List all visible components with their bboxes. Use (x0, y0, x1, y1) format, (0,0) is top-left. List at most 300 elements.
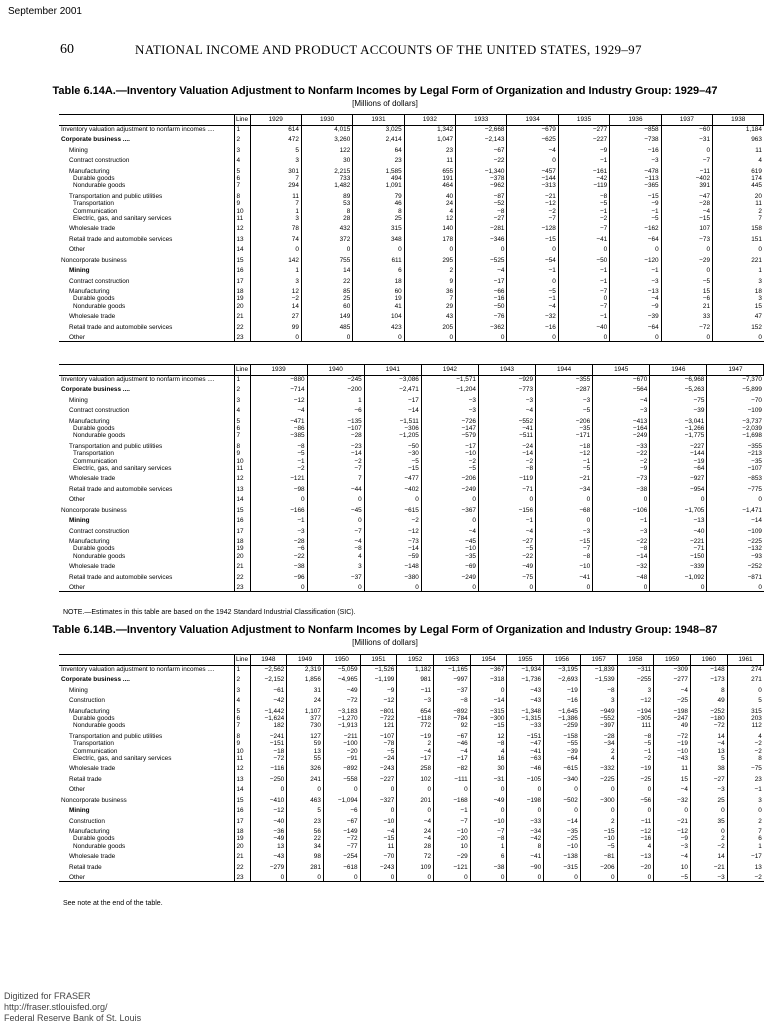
line-number: 23 (234, 331, 250, 342)
table-row (59, 165, 764, 175)
row-label: Communication (73, 457, 118, 465)
cell-value: −33 (507, 722, 544, 729)
cell-value: −4 (654, 783, 691, 793)
cell-value: −34 (536, 483, 593, 493)
cell-value: 0 (580, 871, 617, 882)
cell-value: −2 (593, 458, 650, 465)
cell-value: 0 (536, 514, 593, 524)
cell-value: 2 (580, 815, 617, 825)
line-number: 2 (234, 133, 250, 143)
cell-value: −3 (536, 394, 593, 404)
table-row (59, 762, 764, 772)
row-label: Nondurable goods (73, 722, 126, 730)
row-label: Nondurable goods (73, 302, 126, 310)
cell-value: −1 (558, 208, 609, 215)
cell-value: −1 (558, 310, 609, 320)
cell-value: 8 (690, 684, 727, 694)
cell-value: −2 (478, 458, 535, 465)
cell-value: −42 (250, 694, 287, 704)
cell-value: −7,370 (707, 376, 764, 384)
cell-value: −9 (360, 684, 397, 694)
cell-value: 16 (470, 755, 507, 762)
row-label: Mining (69, 267, 90, 275)
cell-value: 0 (617, 783, 654, 793)
cell-value: −15 (661, 215, 712, 222)
cell-value: −477 (364, 472, 421, 482)
line-number: 11 (234, 215, 250, 222)
cell-value: −367 (421, 504, 478, 514)
cell-value: 4 (470, 748, 507, 755)
table-row (59, 310, 764, 320)
row-label: Other (69, 333, 85, 341)
row-label: Noncorporate business (61, 796, 127, 804)
cell-value: 494 (353, 175, 404, 182)
cell-value: 0 (544, 783, 581, 793)
cell-value: 29 (404, 303, 455, 310)
cell-value: −12 (250, 804, 287, 814)
cell-value: −28 (250, 535, 307, 545)
cell-value: 121 (360, 722, 397, 729)
cell-value: 13 (727, 861, 764, 871)
cell-value: −8 (434, 694, 471, 704)
cell-value: 0 (323, 871, 360, 882)
cell-value: −5 (661, 275, 712, 285)
cell-value: 2,414 (353, 133, 404, 143)
table-row (59, 571, 764, 581)
page-number: 60 (60, 42, 74, 57)
line-header: Line (234, 655, 250, 666)
running-header (0, 42, 770, 58)
cell-value: −17 (434, 755, 471, 762)
cell-value: 2 (397, 740, 434, 747)
table-row (59, 472, 764, 482)
cell-value: −198 (654, 705, 691, 715)
cell-value: −17 (364, 394, 421, 404)
row-label: Durable goods (73, 835, 115, 843)
row-label: Retail trade (69, 775, 102, 783)
cell-value: −300 (470, 715, 507, 722)
cell-value: −3,041 (650, 415, 707, 425)
cell-value: 0 (544, 871, 581, 882)
cell-value: −21 (690, 861, 727, 871)
cell-value: −12 (536, 450, 593, 457)
cell-value: −22 (593, 450, 650, 457)
cell-value: −33 (593, 440, 650, 450)
cell-value: −1 (478, 514, 535, 524)
table-a-part-2 (59, 364, 764, 592)
cell-value: 0 (507, 871, 544, 882)
cell-value: −1,199 (360, 673, 397, 683)
table-row (59, 243, 764, 253)
cell-value: 0 (250, 783, 287, 793)
year-header: 1930 (301, 115, 352, 126)
cell-value: −68 (536, 504, 593, 514)
line-number: 13 (234, 773, 250, 783)
cell-value: −60 (661, 126, 712, 134)
row-label: Construction (69, 697, 105, 705)
cell-value: −105 (507, 773, 544, 783)
cell-value: 963 (713, 133, 764, 143)
cell-value: −927 (650, 472, 707, 482)
table-row (59, 722, 764, 729)
cell-value: −17 (456, 275, 507, 285)
table-row (59, 425, 764, 432)
cell-value: −5 (250, 450, 307, 457)
row-label: Noncorporate business (61, 256, 127, 264)
cell-value: −56 (617, 794, 654, 804)
cell-value: −63 (507, 755, 544, 762)
year-header: 1958 (617, 655, 654, 666)
cell-value: −471 (250, 415, 307, 425)
table-row (59, 581, 764, 592)
cell-value: 11 (654, 762, 691, 772)
cell-value: −3 (478, 394, 535, 404)
cell-value: 7 (404, 295, 455, 302)
cell-value: −28 (307, 432, 364, 439)
cell-value: −775 (707, 483, 764, 493)
cell-value: −5 (580, 843, 617, 850)
cell-value: −311 (617, 666, 654, 674)
cell-value: −221 (650, 535, 707, 545)
cell-value: 12 (470, 730, 507, 740)
cell-value: −35 (536, 425, 593, 432)
cell-value: −3 (610, 275, 661, 285)
cell-value: 2,215 (301, 165, 352, 175)
line-number: 15 (234, 504, 250, 514)
cell-value: 24 (397, 825, 434, 835)
cell-value: −69 (421, 560, 478, 570)
row-label: Wholesale trade (69, 475, 116, 483)
cell-value: −166 (250, 504, 307, 514)
cell-value: 55 (287, 755, 324, 762)
cell-value: −1 (507, 264, 558, 274)
cell-value: 53 (301, 200, 352, 207)
cell-value: −14 (307, 450, 364, 457)
cell-value: −156 (478, 504, 535, 514)
cell-value: −147 (421, 425, 478, 432)
year-header: 1931 (353, 115, 404, 126)
cell-value: 15 (654, 773, 691, 783)
cell-value: −254 (323, 850, 360, 860)
row-label: Contract construction (69, 277, 130, 285)
cell-value: −784 (434, 715, 471, 722)
cell-value: −87 (456, 190, 507, 200)
cell-value: −22 (593, 535, 650, 545)
cell-value: −34 (580, 740, 617, 747)
cell-value: −27 (478, 535, 535, 545)
cell-value: −1,698 (707, 432, 764, 439)
cell-value: −47 (507, 740, 544, 747)
cell-value: −355 (707, 440, 764, 450)
cell-value: 24 (404, 200, 455, 207)
cell-value: 49 (654, 722, 691, 729)
cell-value: −12 (507, 200, 558, 207)
cell-value: −13 (650, 514, 707, 524)
table-a-note: NOTE.—Estimates in this table are based on the 1942 Standard Industrial Classification (SIC). (63, 609, 356, 616)
cell-value: 0 (593, 493, 650, 503)
cell-value: −144 (507, 175, 558, 182)
table-row (59, 694, 764, 704)
cell-value: 377 (287, 715, 324, 722)
cell-value: −3 (536, 525, 593, 535)
cell-value: −14 (470, 694, 507, 704)
cell-value: −138 (544, 850, 581, 860)
cell-value: −615 (544, 762, 581, 772)
cell-value: −773 (478, 383, 535, 393)
cell-value: −49 (323, 684, 360, 694)
cell-value: 11 (713, 200, 764, 207)
cell-value: −6 (250, 545, 307, 552)
line-header: Line (234, 365, 250, 376)
cell-value: 1 (713, 264, 764, 274)
table-row (59, 673, 764, 683)
cell-value: −55 (544, 740, 581, 747)
cell-value: −2 (727, 740, 764, 747)
row-label: Other (69, 496, 85, 504)
cell-value: −2,039 (707, 425, 764, 432)
cell-value: −32 (593, 560, 650, 570)
cell-value: −5 (421, 465, 478, 472)
cell-value: −5,263 (650, 383, 707, 393)
cell-value: −2 (690, 843, 727, 850)
row-label: Wholesale trade (69, 563, 116, 571)
cell-value: 31 (287, 684, 324, 694)
cell-value: 15 (713, 303, 764, 310)
cell-value: 205 (404, 321, 455, 331)
line-number: 7 (234, 722, 250, 729)
cell-value: 0 (558, 295, 609, 302)
cell-value: 46 (353, 200, 404, 207)
cell-value: −5 (536, 404, 593, 414)
cell-value: −144 (650, 450, 707, 457)
table-row (59, 254, 764, 264)
cell-value: 122 (301, 144, 352, 154)
row-label: Inventory valuation adjustment to nonfarm incomes .... (61, 126, 215, 133)
cell-value: 8 (727, 755, 764, 762)
cell-value: −48 (593, 571, 650, 581)
cell-value: 201 (397, 794, 434, 804)
row-label: Communication (73, 207, 118, 215)
line-number: 8 (234, 730, 250, 740)
line-number: 8 (234, 190, 250, 200)
cell-value: −1 (610, 208, 661, 215)
year-header: 1945 (593, 365, 650, 376)
cell-value: −16 (544, 694, 581, 704)
cell-value: 0 (250, 871, 287, 882)
cell-value: −19 (617, 762, 654, 772)
row-label: Contract construction (69, 527, 130, 535)
cell-value: −618 (323, 861, 360, 871)
cell-value: −20 (434, 835, 471, 842)
cell-value: 0 (360, 871, 397, 882)
cell-value: −11 (661, 165, 712, 175)
line-number: 22 (234, 321, 250, 331)
cell-value: −18 (536, 440, 593, 450)
cell-value: 0 (470, 871, 507, 882)
cell-value: −72 (690, 722, 727, 729)
cell-value: −72 (323, 694, 360, 704)
table-row (59, 535, 764, 545)
cell-value: 89 (301, 190, 352, 200)
cell-value: −15 (536, 535, 593, 545)
cell-value: −892 (434, 705, 471, 715)
line-number: 17 (234, 275, 250, 285)
cell-value: −77 (323, 843, 360, 850)
cell-value: −7 (307, 525, 364, 535)
cell-value: −70 (360, 850, 397, 860)
cell-value: −7 (434, 815, 471, 825)
cell-value: −340 (544, 773, 581, 783)
footer-line: http://fraser.stlouisfed.org/ (4, 1002, 108, 1012)
cell-value: −1,705 (650, 504, 707, 514)
cell-value: 0 (507, 243, 558, 253)
cell-value: −552 (478, 415, 535, 425)
cell-value: 5 (727, 694, 764, 704)
cell-value: −2 (364, 514, 421, 524)
cell-value: −12 (654, 825, 691, 835)
cell-value: −180 (690, 715, 727, 722)
cell-value: 0 (507, 275, 558, 285)
cell-value: −10 (421, 545, 478, 552)
line-number: 6 (234, 175, 250, 182)
cell-value: −109 (707, 525, 764, 535)
cell-value: 7 (727, 825, 764, 835)
table-row (59, 825, 764, 835)
cell-value: −100 (323, 740, 360, 747)
cell-value: −81 (580, 850, 617, 860)
table-row (59, 432, 764, 439)
cell-value: 0 (404, 331, 455, 342)
cell-value: 611 (353, 254, 404, 264)
cell-value: 79 (353, 190, 404, 200)
cell-value: −12 (617, 694, 654, 704)
cell-value: −1,539 (580, 673, 617, 683)
cell-value: −1 (558, 154, 609, 164)
cell-value: −149 (323, 825, 360, 835)
cell-value: 1 (250, 264, 301, 274)
cell-value: −2,471 (364, 383, 421, 393)
cell-value: −1,266 (650, 425, 707, 432)
cell-value: 423 (353, 321, 404, 331)
cell-value: −11 (617, 815, 654, 825)
cell-value: −107 (307, 425, 364, 432)
line-number: 5 (234, 415, 250, 425)
page-date: September 2001 (8, 6, 82, 17)
row-label: Contract construction (69, 407, 130, 415)
cell-value: 47 (713, 310, 764, 320)
cell-value: −339 (650, 560, 707, 570)
cell-value: −287 (536, 383, 593, 393)
row-label: Electric, gas, and sanitary services (73, 215, 172, 223)
cell-value: 1,482 (301, 182, 352, 189)
cell-value: 6 (353, 264, 404, 274)
cell-value: 0 (301, 331, 352, 342)
cell-value: 10 (434, 843, 471, 850)
cell-value: −4 (690, 740, 727, 747)
cell-value: −558 (323, 773, 360, 783)
cell-value: 301 (250, 165, 301, 175)
cell-value: −7 (470, 825, 507, 835)
line-number: 1 (234, 666, 250, 674)
cell-value: 13 (287, 748, 324, 755)
cell-value: −98 (250, 483, 307, 493)
cell-value: −2 (727, 871, 764, 882)
row-label: Mining (69, 807, 90, 815)
cell-value: −4 (397, 815, 434, 825)
cell-value: −43 (507, 684, 544, 694)
table-row (59, 465, 764, 472)
cell-value: 1,184 (713, 126, 764, 134)
year-header: 1954 (470, 655, 507, 666)
cell-value: 4 (617, 843, 654, 850)
cell-value: −72 (661, 321, 712, 331)
year-header: 1949 (287, 655, 324, 666)
cell-value: 59 (287, 740, 324, 747)
cell-value: −1,386 (544, 715, 581, 722)
year-header: 1938 (713, 115, 764, 126)
cell-value: −249 (421, 571, 478, 581)
line-number: 18 (234, 535, 250, 545)
cell-value: −1,348 (507, 705, 544, 715)
cell-value: −3,195 (544, 666, 581, 674)
line-number: 2 (234, 383, 250, 393)
cell-value: −7 (507, 215, 558, 222)
cell-value: 0 (580, 783, 617, 793)
cell-value: −40 (650, 525, 707, 535)
cell-value: −250 (250, 773, 287, 783)
cell-value: 85 (301, 285, 352, 295)
cell-value: 3 (250, 154, 301, 164)
cell-value: 472 (250, 133, 301, 143)
cell-value: 655 (404, 165, 455, 175)
cell-value: 1 (470, 843, 507, 850)
cell-value: 0 (713, 243, 764, 253)
cell-value: −378 (456, 175, 507, 182)
cell-value: −8 (307, 545, 364, 552)
cell-value: 326 (287, 762, 324, 772)
table-row (59, 144, 764, 154)
cell-value: −64 (610, 321, 661, 331)
cell-value: −243 (360, 762, 397, 772)
cell-value: −10 (421, 450, 478, 457)
year-header: 1939 (250, 365, 307, 376)
cell-value: 221 (713, 254, 764, 264)
line-number: 3 (234, 684, 250, 694)
row-label: Mining (69, 146, 88, 154)
row-label: Retail trade and automobile services (69, 323, 173, 331)
cell-value: 64 (353, 144, 404, 154)
cell-value: 0 (360, 783, 397, 793)
cell-value: −615 (364, 504, 421, 514)
cell-value: −82 (434, 762, 471, 772)
cell-value: 0 (470, 783, 507, 793)
table-row (59, 440, 764, 450)
cell-value: 0 (707, 493, 764, 503)
cell-value: 0 (397, 871, 434, 882)
line-number: 10 (234, 458, 250, 465)
cell-value: −1 (250, 514, 307, 524)
table-row (59, 376, 764, 384)
table-row (59, 133, 764, 143)
cell-value: −3 (421, 394, 478, 404)
cell-value: −397 (580, 722, 617, 729)
cell-value: −1,934 (507, 666, 544, 674)
cell-value: 315 (353, 222, 404, 232)
cell-value: −4 (507, 303, 558, 310)
cell-value: −4 (654, 850, 691, 860)
cell-value: 0 (661, 331, 712, 342)
line-number: 20 (234, 553, 250, 560)
